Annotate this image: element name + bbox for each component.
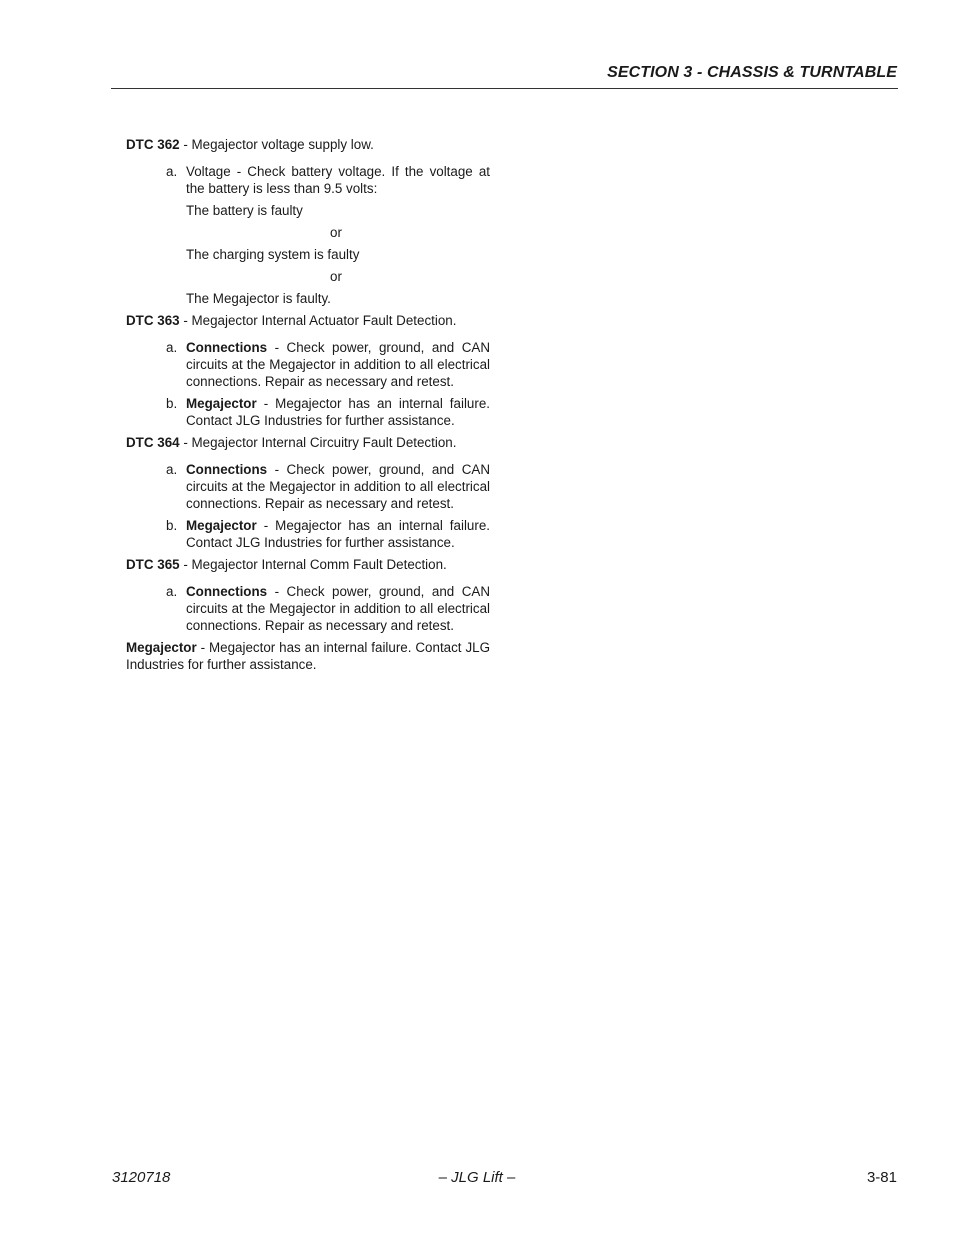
item-letter: a.: [166, 340, 178, 355]
item-letter: b.: [166, 518, 178, 533]
dtc-363-item-b: [126, 395, 490, 429]
footer-page-number: 3-81: [866, 1169, 897, 1186]
item-letter: a.: [166, 584, 178, 599]
item-letter: a.: [166, 462, 178, 477]
item-body: - Check power, ground, and CAN circuits at the Megajector in addition to all electrical connections. Repair as necessary and retest.: [186, 584, 490, 633]
footer-doc-number: 3120718: [112, 1169, 171, 1186]
item-body: - Megajector has an internal failure. Contact JLG Industries for further assistance.: [186, 518, 490, 550]
dtc-code: DTC 363: [126, 313, 180, 328]
dtc-362-sub-charging: The charging system is faulty: [186, 247, 360, 262]
dtc-362-sub-battery: The battery is faulty: [186, 203, 303, 218]
item-bold-label: Connections: [186, 584, 268, 599]
item-letter: b.: [166, 396, 178, 411]
dtc-363-heading: [126, 312, 490, 329]
page-header-title: SECTION 3 - CHASSIS & TURNTABLE: [607, 64, 897, 81]
dtc-362-or-2: or: [330, 269, 342, 284]
dtc-362-item-a: [126, 163, 490, 197]
dtc-description: - Megajector Internal Actuator Fault Detection.: [179, 313, 457, 328]
dtc-362-heading: [126, 136, 490, 153]
footer-center-title: – JLG Lift –: [438, 1169, 516, 1186]
item-bold-label: Megajector: [186, 396, 257, 411]
dtc-364-heading: [126, 434, 490, 451]
item-letter: a.: [166, 164, 178, 179]
header-rule: [111, 88, 898, 89]
megajector-final-paragraph: [126, 639, 490, 673]
item-text: Voltage - Check battery voltage. If the voltage at the battery is less than 9.5 volts:: [186, 164, 490, 196]
item-body: - Megajector has an internal failure. Contact JLG Industries for further assistance.: [186, 396, 490, 428]
dtc-365-item-a: [126, 583, 490, 634]
dtc-description: - Megajector Internal Circuitry Fault Detection.: [179, 435, 457, 450]
item-text: [186, 583, 490, 634]
item-body: - Check power, ground, and CAN circuits at the Megajector in addition to all electrical connections. Repair as necessary and retest.: [186, 462, 490, 511]
item-body: - Check power, ground, and CAN circuits at the Megajector in addition to all electrical connections. Repair as necessary and retest.: [186, 340, 490, 389]
final-bold-label: Megajector: [126, 640, 197, 655]
item-text: [186, 339, 490, 390]
dtc-code: DTC 364: [126, 435, 180, 450]
item-text: [186, 461, 490, 512]
dtc-364-item-a: [126, 461, 490, 512]
dtc-code: DTC 365: [126, 557, 180, 572]
dtc-364-item-b: [126, 517, 490, 551]
dtc-code: DTC 362: [126, 137, 180, 152]
final-body: - Megajector has an internal failure. Contact JLG Industries for further assistance.: [126, 640, 490, 672]
item-text: [186, 395, 490, 429]
dtc-362-or-1: or: [330, 225, 342, 240]
item-bold-label: Connections: [186, 340, 268, 355]
item-bold-label: Megajector: [186, 518, 257, 533]
dtc-362-sub-megajector: The Megajector is faulty.: [186, 291, 331, 306]
item-bold-label: Connections: [186, 462, 268, 477]
dtc-365-heading: [126, 556, 490, 573]
dtc-description: - Megajector Internal Comm Fault Detection.: [179, 557, 447, 572]
document-body: [126, 136, 490, 673]
dtc-description: - Megajector voltage supply low.: [179, 137, 374, 152]
dtc-363-item-a: [126, 339, 490, 390]
item-text: [186, 517, 490, 551]
